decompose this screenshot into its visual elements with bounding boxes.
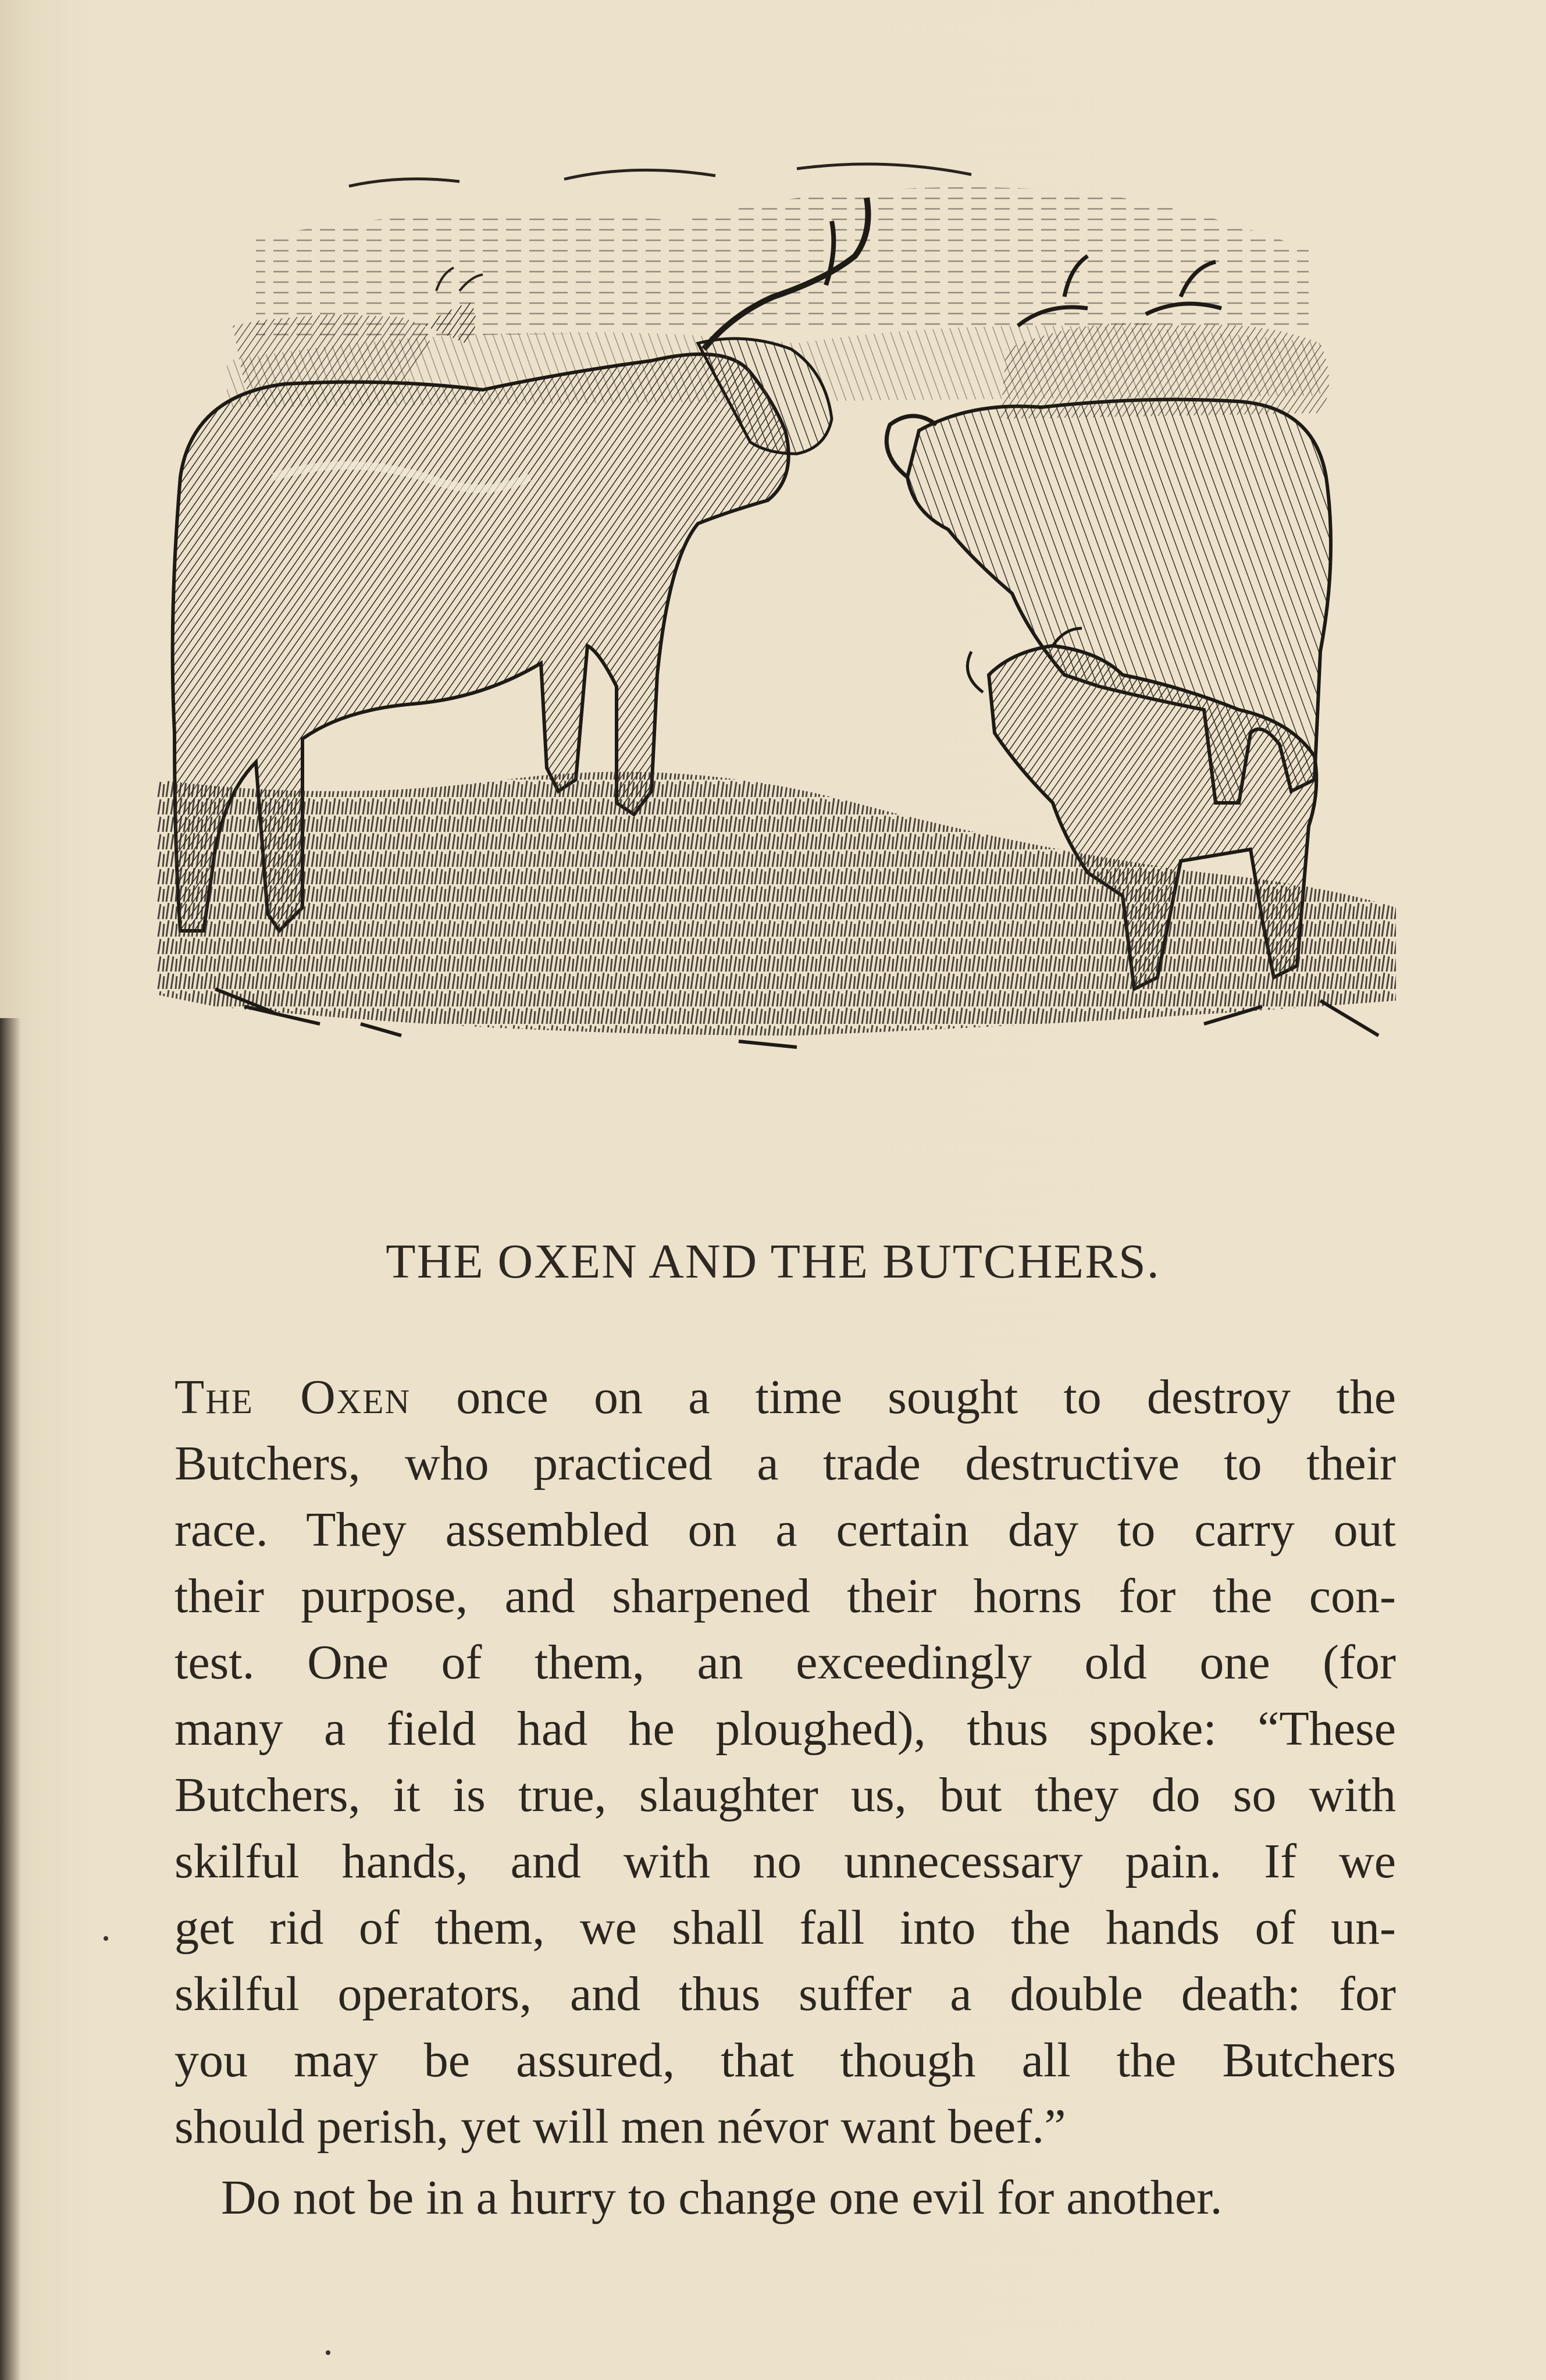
- fable-line-1-rest: once on a time sought to destroy the: [411, 1370, 1396, 1424]
- fable-line-5: test. One of them, an exceedingly old one (for: [174, 1635, 1396, 1689]
- fable-line-6: many a field had he ploughed), thus spoke: “These: [174, 1702, 1396, 1756]
- fable-body: [174, 1364, 1396, 2231]
- margin-speck: [104, 1936, 108, 1941]
- margin-speck: [326, 2350, 330, 2355]
- fable-moral: Do not be in a hurry to change one evil for another.: [221, 2171, 1223, 2225]
- fable-line-4: their purpose, and sharpened their horns for the con-: [174, 1569, 1396, 1623]
- fable-line-3: race. They assembled on a certain day to carry out: [174, 1503, 1396, 1557]
- fable-line-10: skilful operators, and thus suffer a double death: for: [174, 1967, 1396, 2021]
- fable-line-11: you may be assured, that though all the Butchers: [174, 2033, 1396, 2087]
- fable-line-8: skilful hands, and with no unnecessary pain. If we: [174, 1834, 1396, 1888]
- fable-title: THE OXEN AND THE BUTCHERS.: [386, 1235, 1160, 1289]
- fable-lead-words: The Oxen: [174, 1370, 411, 1424]
- fable-line-1: [174, 1364, 1396, 1431]
- book-spine-shadow: [0, 1018, 21, 2380]
- fable-line-7: Butchers, it is true, slaughter us, but they do so with: [174, 1768, 1396, 1822]
- oxen-engraving-illustration: [157, 151, 1396, 1094]
- fable-line-2: Butchers, who practiced a trade destructive to their: [174, 1436, 1396, 1490]
- fable-line-9: get rid of them, we shall fall into the hands of un-: [174, 1901, 1396, 1955]
- fable-line-12: should perish, yet will men névor want beef.”: [174, 2100, 1066, 2154]
